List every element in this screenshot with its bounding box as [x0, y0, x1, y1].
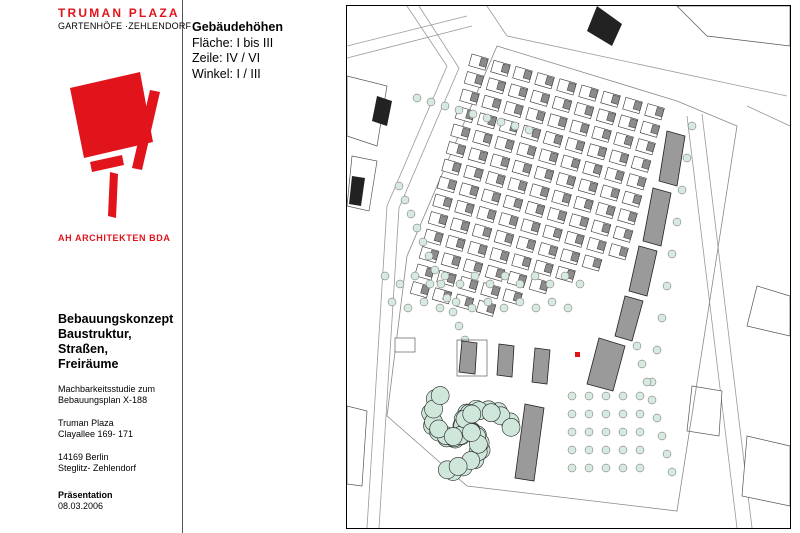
city-line: Steglitz- Zehlendorf — [58, 463, 137, 473]
courtyard-house — [579, 85, 599, 101]
tree — [633, 342, 641, 350]
study-line: Machbarkeitsstudie zum — [58, 384, 156, 394]
courtyard-house — [530, 90, 550, 106]
tree — [516, 280, 524, 288]
tree — [568, 428, 576, 436]
legend-line: Fläche: I bis III — [192, 35, 274, 50]
courtyard-house — [512, 254, 532, 270]
courtyard-house — [499, 213, 519, 229]
tree — [413, 224, 421, 232]
tree — [401, 196, 409, 204]
courtyard-house — [491, 60, 511, 76]
tree — [602, 446, 610, 454]
courtyard-house — [477, 206, 497, 222]
tree — [486, 280, 494, 288]
courtyard-house — [591, 220, 611, 236]
park-tree — [431, 387, 449, 405]
courtyard-house — [543, 225, 563, 241]
courtyard-house — [565, 231, 585, 247]
tree — [425, 252, 433, 260]
courtyard-house — [504, 101, 524, 117]
tree — [388, 298, 396, 306]
courtyard-house — [556, 173, 576, 189]
tree — [688, 122, 696, 130]
tree — [658, 432, 666, 440]
courtyard-house — [468, 241, 488, 257]
tree — [525, 126, 533, 134]
concept-line: Baustruktur, — [58, 327, 132, 341]
courtyard-house — [482, 95, 502, 111]
tree — [404, 304, 412, 312]
tree — [668, 468, 676, 476]
courtyard-house — [428, 212, 448, 228]
courtyard-house — [561, 155, 581, 171]
tree — [426, 280, 434, 288]
courtyard-house — [517, 143, 537, 159]
tree — [441, 272, 449, 280]
courtyard-house — [543, 131, 563, 147]
tree — [658, 314, 666, 322]
tree — [636, 392, 644, 400]
courtyard-house — [460, 89, 480, 105]
tree — [419, 238, 427, 246]
tree — [653, 346, 661, 354]
tree — [643, 378, 651, 386]
courtyard-house — [587, 144, 607, 160]
tree — [568, 410, 576, 418]
tree — [585, 410, 593, 418]
presentation-label: Präsentation — [58, 490, 113, 500]
courtyard-house — [469, 54, 489, 70]
courtyard-house — [548, 114, 568, 130]
tree — [483, 114, 491, 122]
tree — [431, 266, 439, 274]
tree — [602, 392, 610, 400]
courtyard-house — [601, 91, 621, 107]
tree — [663, 450, 671, 458]
tree — [602, 428, 610, 436]
park-tree — [449, 457, 467, 475]
courtyard-house — [446, 142, 466, 158]
city-line: 14169 Berlin — [58, 452, 109, 462]
tree — [413, 94, 421, 102]
legend-line: Winkel: I / III — [192, 66, 261, 81]
presentation-date: 08.03.2006 — [58, 501, 104, 511]
tree — [471, 272, 479, 280]
courtyard-house — [521, 219, 541, 235]
courtyard-house — [583, 161, 603, 177]
site-plan-drawing — [347, 6, 790, 528]
courtyard-house — [490, 154, 510, 170]
tree — [602, 464, 610, 472]
courtyard-house — [618, 209, 638, 225]
courtyard-house — [512, 160, 532, 176]
tree — [455, 106, 463, 114]
courtyard-house — [547, 208, 567, 224]
tree — [636, 410, 644, 418]
courtyard-house — [464, 165, 484, 181]
tree — [381, 272, 389, 280]
park-tree — [462, 424, 480, 442]
courtyard-house — [552, 190, 572, 206]
tree — [443, 294, 451, 302]
courtyard-house — [623, 97, 643, 113]
courtyard-house — [582, 255, 602, 271]
courtyard-house — [645, 104, 665, 120]
tree — [636, 464, 644, 472]
courtyard-house — [539, 149, 559, 165]
architect-logo — [50, 70, 170, 220]
tree — [585, 392, 593, 400]
concept-title — [58, 312, 183, 372]
courtyard-house — [526, 108, 546, 124]
courtyard-house — [578, 179, 598, 195]
tree — [407, 210, 415, 218]
tree — [511, 122, 519, 130]
project-subtitle: GARTENHÖFE ·ZEHLENDORF — [58, 21, 192, 31]
concept-line: Freiräume — [58, 357, 119, 371]
courtyard-house — [455, 200, 475, 216]
courtyard-house — [516, 236, 536, 252]
courtyard-house — [574, 196, 594, 212]
tree — [437, 280, 445, 288]
courtyard-house — [534, 166, 554, 182]
tree — [585, 446, 593, 454]
courtyard-house — [529, 278, 549, 294]
tree — [619, 410, 627, 418]
tree — [678, 186, 686, 194]
tree — [619, 392, 627, 400]
tree — [449, 308, 457, 316]
courtyard-house — [464, 72, 484, 88]
courtyard-house — [592, 126, 612, 142]
courtyard-house — [486, 171, 506, 187]
tree — [619, 464, 627, 472]
tree — [568, 446, 576, 454]
courtyard-house — [538, 243, 558, 259]
courtyard-house — [495, 136, 515, 152]
tree — [469, 110, 477, 118]
courtyard-house — [525, 201, 545, 217]
tree — [546, 280, 554, 288]
courtyard-house — [468, 148, 488, 164]
courtyard-house — [565, 138, 585, 154]
courtyard-house — [613, 226, 633, 242]
courtyard-house — [557, 79, 577, 95]
study-line: Bebauungsplan X-188 — [58, 395, 148, 405]
tree — [673, 218, 681, 226]
tree — [636, 428, 644, 436]
courtyard-house — [631, 156, 651, 172]
title-block — [0, 0, 192, 533]
tree — [484, 298, 492, 306]
courtyard-house — [614, 132, 634, 148]
courtyard-house — [433, 194, 453, 210]
park-tree — [482, 404, 500, 422]
tree — [532, 304, 540, 312]
courtyard-house — [494, 230, 514, 246]
courtyard-house — [473, 130, 493, 146]
tree — [561, 272, 569, 280]
tree — [636, 446, 644, 454]
tree — [497, 118, 505, 126]
legend-title: Gebäudehöhen — [192, 20, 283, 34]
tree — [663, 282, 671, 290]
courtyard-house — [587, 237, 607, 253]
concept-line: Straßen, — [58, 342, 109, 356]
courtyard-house — [622, 191, 642, 207]
tree — [568, 392, 576, 400]
tree — [619, 428, 627, 436]
tree — [441, 102, 449, 110]
courtyard-house — [459, 183, 479, 199]
tree — [455, 322, 463, 330]
tree — [456, 280, 464, 288]
tree — [395, 182, 403, 190]
courtyard-house — [513, 66, 533, 82]
tree — [452, 298, 460, 306]
tree — [648, 396, 656, 404]
tree — [500, 304, 508, 312]
tree — [576, 280, 584, 288]
tree — [653, 414, 661, 422]
park-tree — [502, 418, 520, 436]
site-plan — [346, 5, 791, 529]
tree — [568, 464, 576, 472]
courtyard-house — [535, 73, 555, 89]
courtyard-house — [446, 235, 466, 251]
courtyard-house — [486, 78, 506, 94]
courtyard-house — [569, 214, 589, 230]
tree — [619, 446, 627, 454]
tree — [468, 304, 476, 312]
tree — [564, 304, 572, 312]
tree — [585, 428, 593, 436]
tree — [420, 298, 428, 306]
tree — [411, 272, 419, 280]
address-line: Clayallee 169- 171 — [58, 429, 134, 439]
courtyard-house — [605, 167, 625, 183]
courtyard-house — [441, 253, 461, 269]
courtyard-house — [609, 244, 629, 260]
legend-line: Zeile: IV / VI — [192, 51, 261, 65]
tree — [501, 272, 509, 280]
building-height-legend — [192, 20, 283, 82]
tree — [602, 410, 610, 418]
courtyard-house — [596, 202, 616, 218]
courtyard-house — [560, 249, 580, 265]
firm-name: AH ARCHITEKTEN BDA — [58, 233, 171, 243]
courtyard-house — [503, 195, 523, 211]
tree — [427, 98, 435, 106]
courtyard-house — [490, 248, 510, 264]
courtyard-house — [451, 124, 471, 140]
tree — [436, 304, 444, 312]
courtyard-house — [437, 177, 457, 193]
courtyard-house — [570, 120, 590, 136]
tree — [548, 298, 556, 306]
concept-line: Bebauungskonzept — [58, 312, 174, 326]
courtyard-house — [636, 139, 656, 155]
park-tree — [463, 405, 481, 423]
courtyard-house — [552, 96, 572, 112]
courtyard-house — [508, 84, 528, 100]
tree — [683, 154, 691, 162]
courtyard-house — [442, 159, 462, 175]
address-line: Truman Plaza — [58, 418, 114, 428]
tree — [516, 298, 524, 306]
tree — [668, 250, 676, 258]
tree — [638, 360, 646, 368]
tree — [531, 272, 539, 280]
courtyard-house — [640, 121, 660, 137]
courtyard-house — [627, 174, 647, 190]
courtyard-house — [481, 189, 501, 205]
courtyard-house — [530, 184, 550, 200]
tree — [396, 280, 404, 288]
courtyard-house — [596, 109, 616, 125]
courtyard-house — [472, 224, 492, 240]
project-title: TRUMAN PLAZA — [58, 6, 180, 20]
tree — [585, 464, 593, 472]
park-tree — [444, 428, 462, 446]
courtyard-house — [618, 115, 638, 131]
courtyard-house — [609, 150, 629, 166]
courtyard-house — [574, 103, 594, 119]
courtyard-house — [600, 185, 620, 201]
courtyard-house — [450, 218, 470, 234]
courtyard-house — [508, 178, 528, 194]
